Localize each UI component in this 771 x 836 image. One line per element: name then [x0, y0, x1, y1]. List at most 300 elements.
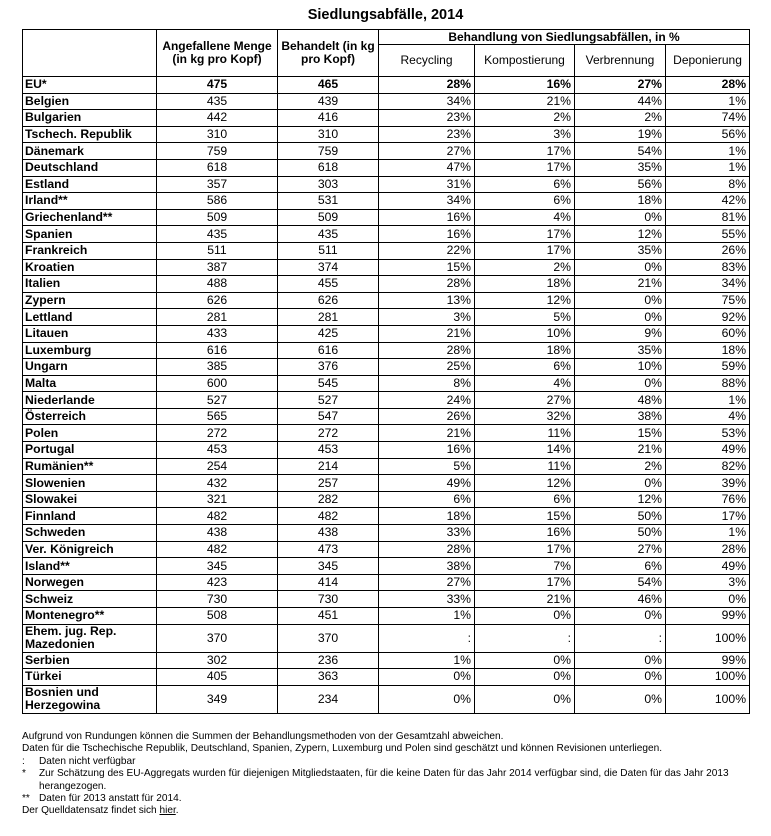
cell-deponierung: 75% [666, 292, 750, 309]
table-row [23, 669, 750, 686]
cell-treated: 303 [278, 176, 379, 193]
header-generated-label: Angefallene Menge (in kg pro Kopf) [162, 39, 272, 66]
cell-kompostierung: 27% [475, 392, 575, 409]
cell-deponierung: 100% [666, 685, 750, 713]
cell-deponierung: 82% [666, 458, 750, 475]
note-na-text: Daten nicht verfügbar [39, 755, 136, 767]
cell-kompostierung: 17% [475, 574, 575, 591]
table-row [23, 525, 750, 542]
cell-treated: 272 [278, 425, 379, 442]
cell-recycling: 1% [379, 652, 475, 669]
cell-treated: 345 [278, 558, 379, 575]
cell-recycling: 16% [379, 209, 475, 226]
cell-deponierung: 8% [666, 176, 750, 193]
cell-verbrennung: : [575, 624, 666, 652]
cell-generated: 616 [157, 342, 278, 359]
cell-treated: 759 [278, 143, 379, 160]
cell-country: Ver. Königreich [23, 541, 157, 558]
table-row [23, 652, 750, 669]
cell-verbrennung: 18% [575, 193, 666, 210]
cell-treated: 376 [278, 359, 379, 376]
table-row [23, 591, 750, 608]
header-recycling: Recycling [379, 45, 475, 77]
table-row [23, 292, 750, 309]
cell-verbrennung: 19% [575, 126, 666, 143]
table-row [23, 574, 750, 591]
table-row [23, 209, 750, 226]
cell-verbrennung: 48% [575, 392, 666, 409]
table-row [23, 685, 750, 713]
cell-kompostierung: 4% [475, 375, 575, 392]
table-row [23, 425, 750, 442]
cell-country: Frankreich [23, 242, 157, 259]
cell-country: Deutschland [23, 159, 157, 176]
cell-kompostierung: 18% [475, 342, 575, 359]
cell-deponierung: 34% [666, 276, 750, 293]
cell-generated: 385 [157, 359, 278, 376]
cell-country: Schweiz [23, 591, 157, 608]
cell-generated: 759 [157, 143, 278, 160]
cell-kompostierung: 21% [475, 591, 575, 608]
cell-country: Finnland [23, 508, 157, 525]
cell-verbrennung: 2% [575, 458, 666, 475]
cell-deponierung: 4% [666, 408, 750, 425]
table-row [23, 442, 750, 459]
note-dstar-symbol: ** [22, 793, 30, 805]
cell-verbrennung: 21% [575, 442, 666, 459]
cell-verbrennung: 0% [575, 608, 666, 625]
cell-treated: 455 [278, 276, 379, 293]
cell-country: Portugal [23, 442, 157, 459]
cell-country: Tschech. Republik [23, 126, 157, 143]
cell-country: Dänemark [23, 143, 157, 160]
cell-generated: 281 [157, 309, 278, 326]
header-treated-label: Behandelt (in kg pro Kopf) [281, 39, 375, 66]
cell-deponierung: 26% [666, 242, 750, 259]
cell-kompostierung: 3% [475, 126, 575, 143]
cell-recycling: 49% [379, 475, 475, 492]
cell-verbrennung: 50% [575, 525, 666, 542]
cell-kompostierung: 16% [475, 525, 575, 542]
cell-kompostierung: 17% [475, 159, 575, 176]
cell-country: Norwegen [23, 574, 157, 591]
cell-country: Österreich [23, 408, 157, 425]
cell-generated: 432 [157, 475, 278, 492]
cell-deponierung: 42% [666, 193, 750, 210]
cell-verbrennung: 27% [575, 541, 666, 558]
cell-deponierung: 56% [666, 126, 750, 143]
cell-generated: 321 [157, 491, 278, 508]
cell-treated: 416 [278, 110, 379, 127]
cell-recycling: 21% [379, 325, 475, 342]
note-source [22, 805, 757, 817]
table-row [23, 392, 750, 409]
cell-verbrennung: 0% [575, 209, 666, 226]
table-row [23, 309, 750, 326]
header-country [23, 30, 157, 77]
header-kompostierung: Kompostierung [475, 45, 575, 77]
cell-treated: 626 [278, 292, 379, 309]
cell-generated: 600 [157, 375, 278, 392]
cell-country: Belgien [23, 93, 157, 110]
cell-generated: 370 [157, 624, 278, 652]
cell-generated: 453 [157, 442, 278, 459]
cell-generated: 438 [157, 525, 278, 542]
cell-kompostierung: 0% [475, 652, 575, 669]
cell-recycling: 38% [379, 558, 475, 575]
cell-recycling: 6% [379, 491, 475, 508]
cell-treated: 214 [278, 458, 379, 475]
cell-generated: 508 [157, 608, 278, 625]
table-row [23, 77, 750, 94]
table-body [23, 77, 750, 714]
cell-country: Zypern [23, 292, 157, 309]
cell-generated: 435 [157, 226, 278, 243]
cell-generated: 442 [157, 110, 278, 127]
table-row [23, 242, 750, 259]
cell-recycling: 28% [379, 276, 475, 293]
note-estimates: Daten für die Tschechische Republik, Deutschland, Spanien, Zypern, Luxemburg und Polen sind geschätzt und können Revisionen unterliegen. [22, 743, 663, 755]
cell-generated: 433 [157, 325, 278, 342]
cell-country: Bulgarien [23, 110, 157, 127]
cell-deponierung: 3% [666, 574, 750, 591]
cell-country: EU* [23, 77, 157, 94]
cell-recycling: 8% [379, 375, 475, 392]
cell-kompostierung: 32% [475, 408, 575, 425]
table-row [23, 176, 750, 193]
cell-verbrennung: 56% [575, 176, 666, 193]
cell-recycling: 15% [379, 259, 475, 276]
cell-recycling: 0% [379, 669, 475, 686]
cell-recycling: 28% [379, 342, 475, 359]
cell-treated: 547 [278, 408, 379, 425]
note-star-symbol: * [22, 768, 26, 780]
table-row [23, 359, 750, 376]
cell-recycling: 16% [379, 442, 475, 459]
cell-kompostierung: 0% [475, 608, 575, 625]
cell-country: Lettland [23, 309, 157, 326]
cell-verbrennung: 0% [575, 475, 666, 492]
cell-kompostierung: 2% [475, 259, 575, 276]
cell-verbrennung: 46% [575, 591, 666, 608]
table-title: Siedlungsabfälle, 2014 [307, 7, 464, 23]
cell-recycling: 27% [379, 143, 475, 160]
cell-deponierung: 0% [666, 591, 750, 608]
cell-generated: 435 [157, 93, 278, 110]
cell-verbrennung: 0% [575, 685, 666, 713]
cell-treated: 438 [278, 525, 379, 542]
cell-recycling: : [379, 624, 475, 652]
table-row [23, 259, 750, 276]
cell-kompostierung: 17% [475, 143, 575, 160]
cell-country: Estland [23, 176, 157, 193]
cell-recycling: 5% [379, 458, 475, 475]
cell-deponierung: 99% [666, 608, 750, 625]
cell-country: Luxemburg [23, 342, 157, 359]
cell-generated: 488 [157, 276, 278, 293]
cell-treated: 616 [278, 342, 379, 359]
cell-treated: 370 [278, 624, 379, 652]
table-row [23, 342, 750, 359]
cell-country: Island** [23, 558, 157, 575]
cell-deponierung: 100% [666, 669, 750, 686]
cell-treated: 257 [278, 475, 379, 492]
cell-kompostierung: 14% [475, 442, 575, 459]
note-dstar-text: Daten für 2013 anstatt für 2014. [39, 793, 182, 805]
cell-deponierung: 49% [666, 558, 750, 575]
table-row [23, 408, 750, 425]
cell-recycling: 33% [379, 525, 475, 542]
header-deponierung: Deponierung [666, 45, 750, 77]
cell-kompostierung: 21% [475, 93, 575, 110]
cell-recycling: 26% [379, 408, 475, 425]
note-not-available [22, 756, 757, 768]
cell-recycling: 23% [379, 126, 475, 143]
cell-treated: 236 [278, 652, 379, 669]
cell-deponierung: 83% [666, 259, 750, 276]
cell-recycling: 24% [379, 392, 475, 409]
cell-kompostierung: 0% [475, 685, 575, 713]
cell-generated: 626 [157, 292, 278, 309]
cell-generated: 511 [157, 242, 278, 259]
cell-deponierung: 28% [666, 77, 750, 94]
cell-deponierung: 18% [666, 342, 750, 359]
cell-kompostierung: 15% [475, 508, 575, 525]
note-na-symbol: : [22, 755, 25, 767]
cell-kompostierung: 7% [475, 558, 575, 575]
header-verbrennung: Verbrennung [575, 45, 666, 77]
cell-generated: 730 [157, 591, 278, 608]
cell-verbrennung: 38% [575, 408, 666, 425]
cell-treated: 453 [278, 442, 379, 459]
cell-generated: 482 [157, 541, 278, 558]
cell-kompostierung: 17% [475, 242, 575, 259]
table-row [23, 458, 750, 475]
cell-deponierung: 53% [666, 425, 750, 442]
cell-kompostierung: 17% [475, 226, 575, 243]
cell-country: Malta [23, 375, 157, 392]
cell-kompostierung: 6% [475, 193, 575, 210]
table-row [23, 475, 750, 492]
cell-recycling: 31% [379, 176, 475, 193]
cell-treated: 451 [278, 608, 379, 625]
table-row [23, 110, 750, 127]
cell-generated: 357 [157, 176, 278, 193]
cell-deponierung: 55% [666, 226, 750, 243]
cell-verbrennung: 10% [575, 359, 666, 376]
cell-verbrennung: 0% [575, 669, 666, 686]
cell-treated: 545 [278, 375, 379, 392]
cell-kompostierung: 18% [475, 276, 575, 293]
cell-recycling: 21% [379, 425, 475, 442]
cell-verbrennung: 54% [575, 574, 666, 591]
cell-country: Niederlande [23, 392, 157, 409]
cell-recycling: 27% [379, 574, 475, 591]
cell-verbrennung: 9% [575, 325, 666, 342]
cell-treated: 363 [278, 669, 379, 686]
cell-deponierung: 1% [666, 159, 750, 176]
cell-recycling: 23% [379, 110, 475, 127]
cell-deponierung: 99% [666, 652, 750, 669]
cell-kompostierung: 16% [475, 77, 575, 94]
cell-deponierung: 17% [666, 508, 750, 525]
cell-deponierung: 92% [666, 309, 750, 326]
cell-verbrennung: 12% [575, 226, 666, 243]
cell-verbrennung: 21% [575, 276, 666, 293]
table-row [23, 193, 750, 210]
table-row [23, 143, 750, 160]
cell-verbrennung: 35% [575, 242, 666, 259]
cell-verbrennung: 0% [575, 309, 666, 326]
cell-recycling: 34% [379, 93, 475, 110]
cell-generated: 423 [157, 574, 278, 591]
cell-verbrennung: 0% [575, 652, 666, 669]
cell-deponierung: 88% [666, 375, 750, 392]
note-2013-data [22, 793, 757, 805]
cell-recycling: 47% [379, 159, 475, 176]
cell-country: Türkei [23, 669, 157, 686]
cell-treated: 473 [278, 541, 379, 558]
cell-generated: 272 [157, 425, 278, 442]
cell-treated: 531 [278, 193, 379, 210]
cell-deponierung: 76% [666, 491, 750, 508]
cell-generated: 405 [157, 669, 278, 686]
cell-treated: 465 [278, 77, 379, 94]
cell-kompostierung: 12% [475, 292, 575, 309]
cell-kompostierung: : [475, 624, 575, 652]
cell-kompostierung: 5% [475, 309, 575, 326]
cell-treated: 435 [278, 226, 379, 243]
cell-country: Slowakei [23, 491, 157, 508]
cell-treated: 439 [278, 93, 379, 110]
cell-deponierung: 1% [666, 392, 750, 409]
cell-kompostierung: 0% [475, 669, 575, 686]
note-eu-aggregate [22, 768, 757, 793]
cell-deponierung: 1% [666, 93, 750, 110]
cell-country: Ehem. jug. Rep. Mazedonien [23, 624, 157, 652]
cell-country: Ungarn [23, 359, 157, 376]
cell-country: Litauen [23, 325, 157, 342]
table-row [23, 325, 750, 342]
cell-recycling: 1% [379, 608, 475, 625]
table-row [23, 226, 750, 243]
cell-country: Bosnien und Herzegowina [23, 685, 157, 713]
cell-generated: 527 [157, 392, 278, 409]
cell-kompostierung: 17% [475, 541, 575, 558]
cell-treated: 527 [278, 392, 379, 409]
cell-deponierung: 28% [666, 541, 750, 558]
cell-recycling: 28% [379, 541, 475, 558]
cell-treated: 509 [278, 209, 379, 226]
cell-country: Irland** [23, 193, 157, 210]
cell-generated: 310 [157, 126, 278, 143]
cell-generated: 349 [157, 685, 278, 713]
cell-kompostierung: 6% [475, 359, 575, 376]
cell-deponierung: 60% [666, 325, 750, 342]
table-row [23, 276, 750, 293]
cell-verbrennung: 35% [575, 159, 666, 176]
cell-generated: 345 [157, 558, 278, 575]
table-row [23, 126, 750, 143]
table-row [23, 558, 750, 575]
cell-recycling: 18% [379, 508, 475, 525]
cell-generated: 254 [157, 458, 278, 475]
cell-verbrennung: 44% [575, 93, 666, 110]
source-link[interactable]: hier [159, 805, 176, 817]
cell-country: Montenegro** [23, 608, 157, 625]
table-row [23, 608, 750, 625]
cell-generated: 482 [157, 508, 278, 525]
cell-recycling: 28% [379, 77, 475, 94]
waste-table [22, 29, 750, 714]
cell-deponierung: 1% [666, 143, 750, 160]
cell-recycling: 34% [379, 193, 475, 210]
table-row [23, 624, 750, 652]
cell-recycling: 0% [379, 685, 475, 713]
table-row [23, 159, 750, 176]
cell-country: Spanien [23, 226, 157, 243]
cell-verbrennung: 0% [575, 292, 666, 309]
cell-country: Polen [23, 425, 157, 442]
header-treated [278, 30, 379, 77]
cell-verbrennung: 0% [575, 259, 666, 276]
cell-generated: 586 [157, 193, 278, 210]
cell-country: Italien [23, 276, 157, 293]
cell-generated: 509 [157, 209, 278, 226]
header-generated [157, 30, 278, 77]
cell-treated: 374 [278, 259, 379, 276]
cell-treated: 425 [278, 325, 379, 342]
cell-verbrennung: 35% [575, 342, 666, 359]
cell-recycling: 22% [379, 242, 475, 259]
cell-kompostierung: 6% [475, 491, 575, 508]
cell-verbrennung: 2% [575, 110, 666, 127]
table-row [23, 375, 750, 392]
cell-recycling: 25% [379, 359, 475, 376]
footnotes [22, 731, 757, 818]
cell-country: Schweden [23, 525, 157, 542]
cell-generated: 387 [157, 259, 278, 276]
table-row [23, 93, 750, 110]
note-source-prefix: Der Quelldatensatz findet sich [22, 805, 160, 817]
cell-recycling: 3% [379, 309, 475, 326]
cell-verbrennung: 27% [575, 77, 666, 94]
header-treatment-group: Behandlung von Siedlungsabfällen, in % [379, 30, 750, 45]
cell-generated: 618 [157, 159, 278, 176]
cell-generated: 565 [157, 408, 278, 425]
note-star-text: Zur Schätzung des EU-Aggregats wurden für diejenigen Mitgliedstaaten, für die keine Daten für das Jahr 2014 verfügbar sind, die Daten für das Jahr 2013 herangezogen. [39, 768, 729, 792]
cell-country: Rumänien** [23, 458, 157, 475]
cell-country: Kroatien [23, 259, 157, 276]
table-row [23, 491, 750, 508]
cell-recycling: 16% [379, 226, 475, 243]
cell-verbrennung: 50% [575, 508, 666, 525]
cell-kompostierung: 11% [475, 425, 575, 442]
cell-kompostierung: 2% [475, 110, 575, 127]
cell-recycling: 13% [379, 292, 475, 309]
cell-country: Serbien [23, 652, 157, 669]
cell-country: Slowenien [23, 475, 157, 492]
cell-verbrennung: 6% [575, 558, 666, 575]
cell-verbrennung: 54% [575, 143, 666, 160]
cell-generated: 302 [157, 652, 278, 669]
cell-deponierung: 59% [666, 359, 750, 376]
table-row [23, 508, 750, 525]
cell-generated: 475 [157, 77, 278, 94]
cell-treated: 511 [278, 242, 379, 259]
cell-kompostierung: 11% [475, 458, 575, 475]
note-source-suffix: . [175, 805, 179, 817]
